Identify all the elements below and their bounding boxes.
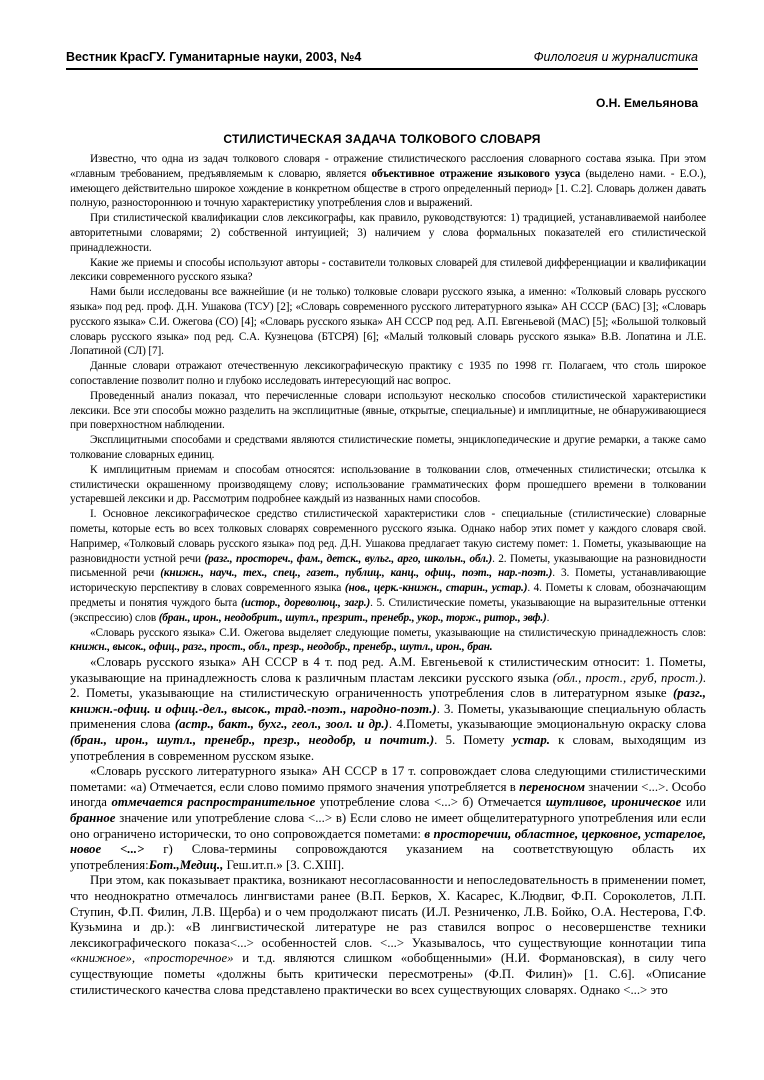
paragraph-2: При стилистической квалификации слов лексикографы, как правило, руководствуются: 1) традицией, устанавливаемой наиболее авторитетными словарями; 2) собственной интуицией; 3) наличием у слова формальных показателей его стилистической принадлежности. bbox=[70, 212, 706, 254]
paragraph-7: Эксплицитными способами и средствами являются стилистические пометы, энциклопедические и другие ремарки, а также само толкование словарных единиц. bbox=[70, 434, 706, 461]
label-list: (бран., ирон., неодобрит., шутл., презрит., пренебр., укор., торж., ритор., эвф.) bbox=[158, 611, 547, 624]
paragraph-5: Данные словари отражают отечественную лексикографическую практику с 1935 по 1998 гг. Полагаем, что столь широкое сопоставление позволит полно и глубоко исследовать интересующий нас вопрос. bbox=[70, 360, 706, 387]
section-name: Филология и журналистика bbox=[533, 50, 698, 64]
paragraph-8: К имплицитным приемам и способам относятся: использование в толковании слов, отмеченных стилистически; отсылка к стилистически окрашенному производящему слову; использование грамматических форм прошедшего времени в толковании устаревшей лексики и др. Рассмотрим подробнее каждый из названных нами способов. bbox=[70, 463, 706, 506]
emphasis-bold: объективное отражение языкового узуса bbox=[371, 167, 581, 180]
label-list: (книжн., науч., тех., спец., газет., публиц., канц., офиц., поэт., нар.-поэт.) bbox=[160, 567, 553, 580]
paragraph-4: Нами были исследованы все важнейшие (и не только) толковые словари русского языка, а именно: «Толковый словарь русского языка» под ред. проф. Д.Н. Ушакова (ТСУ) [2]; «Словарь современного русского литературного языка» АН СССР (БАС) [3]; «Словарь русского языка» С.И. Ожегова (СО) [4]; «Словарь русского языка» АН СССР под ред. А.П. Евгеньевой (МАС) [5]; «Большой толковый словарь русского языка» под ред. С.А. Кузнецова (БТСРЯ) [6]; «Малый толковый словарь русского языка» В.В. Лопатина и Л.Е. Лопатиной (СЛ) [7]. bbox=[70, 286, 706, 358]
label-list: (разг., книжн.-офиц. и офиц.-дел., высок., трад.-поэт., народно-поэт.) bbox=[70, 686, 706, 716]
label-list: книжн., высок., офиц., разг., прост., обл., презр., неодобр., пренебр., шутл., ирон., бран. bbox=[70, 641, 493, 654]
author-name: О.Н. Емельянова bbox=[595, 96, 698, 110]
journal-title: Вестник КрасГУ. Гуманитарные науки, 2003, №4 bbox=[66, 50, 362, 64]
paragraph-13: При этом, как показывает практика, возникают несогласованности и непоследовательность в применении помет, что неоднократно отмечалось лингвистами ранее (В.П. Берков, Х. Касарес, К.Людвиг, Ф.П. Сороколетов, Л.П. Ступин, Ф.П. Филин, Л.В. Щерба) и о чем продолжают писать (И.Л. Резниченко, Л.В. Бойко, О.А. Нестерова, Г.Ф. Кузьмина и др.): «В лингвистической литературе не раз ставился вопрос о несовершенстве техники лексикографического показа<...> особенностей слов. <...> Указывалось, что существующие коннотации типа «книжное», «просторечное» и т.д. являются слишком «обобщенными» (Н.И. Формановская), в силу чего существующие пометы «должны быть критически пересмотрены» (Ф.П. Филин)» [1. С.6]. «Описание стилистического качества слова представлено практически во всех существующих словарях. Однако <...> это bbox=[70, 873, 707, 997]
paragraph-1: Известно, что одна из задач толкового словаря - отражение стилистического расслоения словарного состава языка. При этом «главным требованием, предъявляемым к словарю, является объективное отражение языкового узуса (выделено нами. - Е.О.), имеющего действительно широкое хождение в конкретном обществе в строго определенный период» [1. С.2]. Словарь должен давать полную, разностороннюю и точную характеристику употребления слов и выражений. bbox=[70, 153, 706, 210]
label-list: (нов., церк.-книжн., старин., устар.) bbox=[344, 582, 528, 595]
label-list: (обл., прост., груб, прост.) bbox=[552, 670, 703, 685]
label-list: (истор., дореволюц., загр.) bbox=[240, 596, 371, 609]
running-header bbox=[66, 50, 698, 68]
label-item: устар. bbox=[512, 733, 550, 748]
paragraph-11: «Словарь русского языка» АН СССР в 4 т. под ред. А.М. Евгеньевой к стилистическим относит: 1. Пометы, указывающие на принадлежность слова к различным пластам лексики русского языка (обл., прост., груб, прост.). 2. Пометы, указывающие на стилистическую ограниченность употребления слов в литературном языке (разг., книжн.-офиц. и офиц.-дел., высок., трад.-поэт., народно-поэт.). 3. Пометы, указывающие специальную область применения слова (астр., бакт., бухг., геол., зоол. и др.). 4.Пометы, указывающие эмоциональную окраску слова (бран., ирон., шутл., пренебр., презр., неодобр, и почтит.). 5. Помету устар. к словам, выходящим из употребления в современном русском языке. bbox=[70, 655, 707, 763]
label-list: (разг., простореч., фам., детск., вульг., арго, школьн., обл.) bbox=[204, 552, 493, 565]
label-list: (бран., ирон., шутл., пренебр., презр., неодобр, и почтит.) bbox=[70, 733, 435, 748]
article-body bbox=[70, 152, 706, 998]
header-rule bbox=[66, 68, 698, 70]
paragraph-12: «Словарь русского литературного языка» АН СССР в 17 т. сопровождает слова следующими стилистическими пометами: «а) Отмечается, если слово помимо прямого значения употребляется в переносном значении <...>. Особо иногда отмечается распространительное употребление слова <...> б) Отмечается шутливое, ироническое или бранное значение или употребление слова <...> в) Если слово не имеет общелитературного употребления или если оно ограничено исторически, то оно сопровождается пометами: в просторечии, областное, церковное, устарелое, новое <...> г) Слова-термины сопровождаются указанием на соответствующую область их употребления:Бот.,Медиц., Геш.ит.п.» [3. С.XIII]. bbox=[70, 764, 707, 872]
paragraph-3: Какие же приемы и способы используют авторы - составители толковых словарей для стилевой дифференциации и квалификации лексики современного русского языка? bbox=[70, 256, 706, 284]
paragraph-9: I. Основное лексикографическое средство стилистической характеристики слов - специальные (стилистические) словарные пометы, которые есть во всех толковых словарях современного русского языка. Однако набор этих помет у каждого словаря свой. Например, «Толковый словарь русского языка» под ред. Д.Н. Ушакова предлагает такую систему помет: 1. Пометы, указывающие на разновидности устной речи (разг., простореч., фам., детск., вульг., арго, школьн., обл.). 2. Пометы, указывающие на разновидности письменной речи (книжн., науч., тех., спец., газет., публиц., канц., офиц., поэт., нар.-поэт.). 3. Пометы, устанавливающие историческую перспективу в словах современного языка (нов., церк.-книжн., старин., устар.). 4. Пометы к словам, обозначающим предметы и понятия чуждого быта (истор., дореволюц., загр.). 5. Стилистические пометы, указывающие на выразительные оттенки (экспрессию) слов (бран., ирон., неодобрит., шутл., презрит., пренебр., укор., торж., ритор., эвф.). bbox=[70, 508, 706, 624]
label-list: (астр., бакт., бухг., геол., зоол. и др.) bbox=[174, 717, 389, 732]
paragraph-6: Проведенный анализ показал, что перечисленные словари используют несколько способов стилистической характеристики лексики. Все эти способы можно разделить на эксплицитные (явные, открытые, специальные) и имплицитные, не обнаруживающиеся при поверхностном наблюдении. bbox=[70, 389, 706, 432]
paragraph-10: «Словарь русского языка» С.И. Ожегова выделяет следующие пометы, указывающие на стилистическую принадлежность слов: книжн., высок., офиц., разг., прост., обл., презр., неодобр., пренебр., шутл., ирон., бран. bbox=[70, 626, 706, 654]
article-title: СТИЛИСТИЧЕСКАЯ ЗАДАЧА ТОЛКОВОГО СЛОВАРЯ bbox=[223, 132, 541, 146]
